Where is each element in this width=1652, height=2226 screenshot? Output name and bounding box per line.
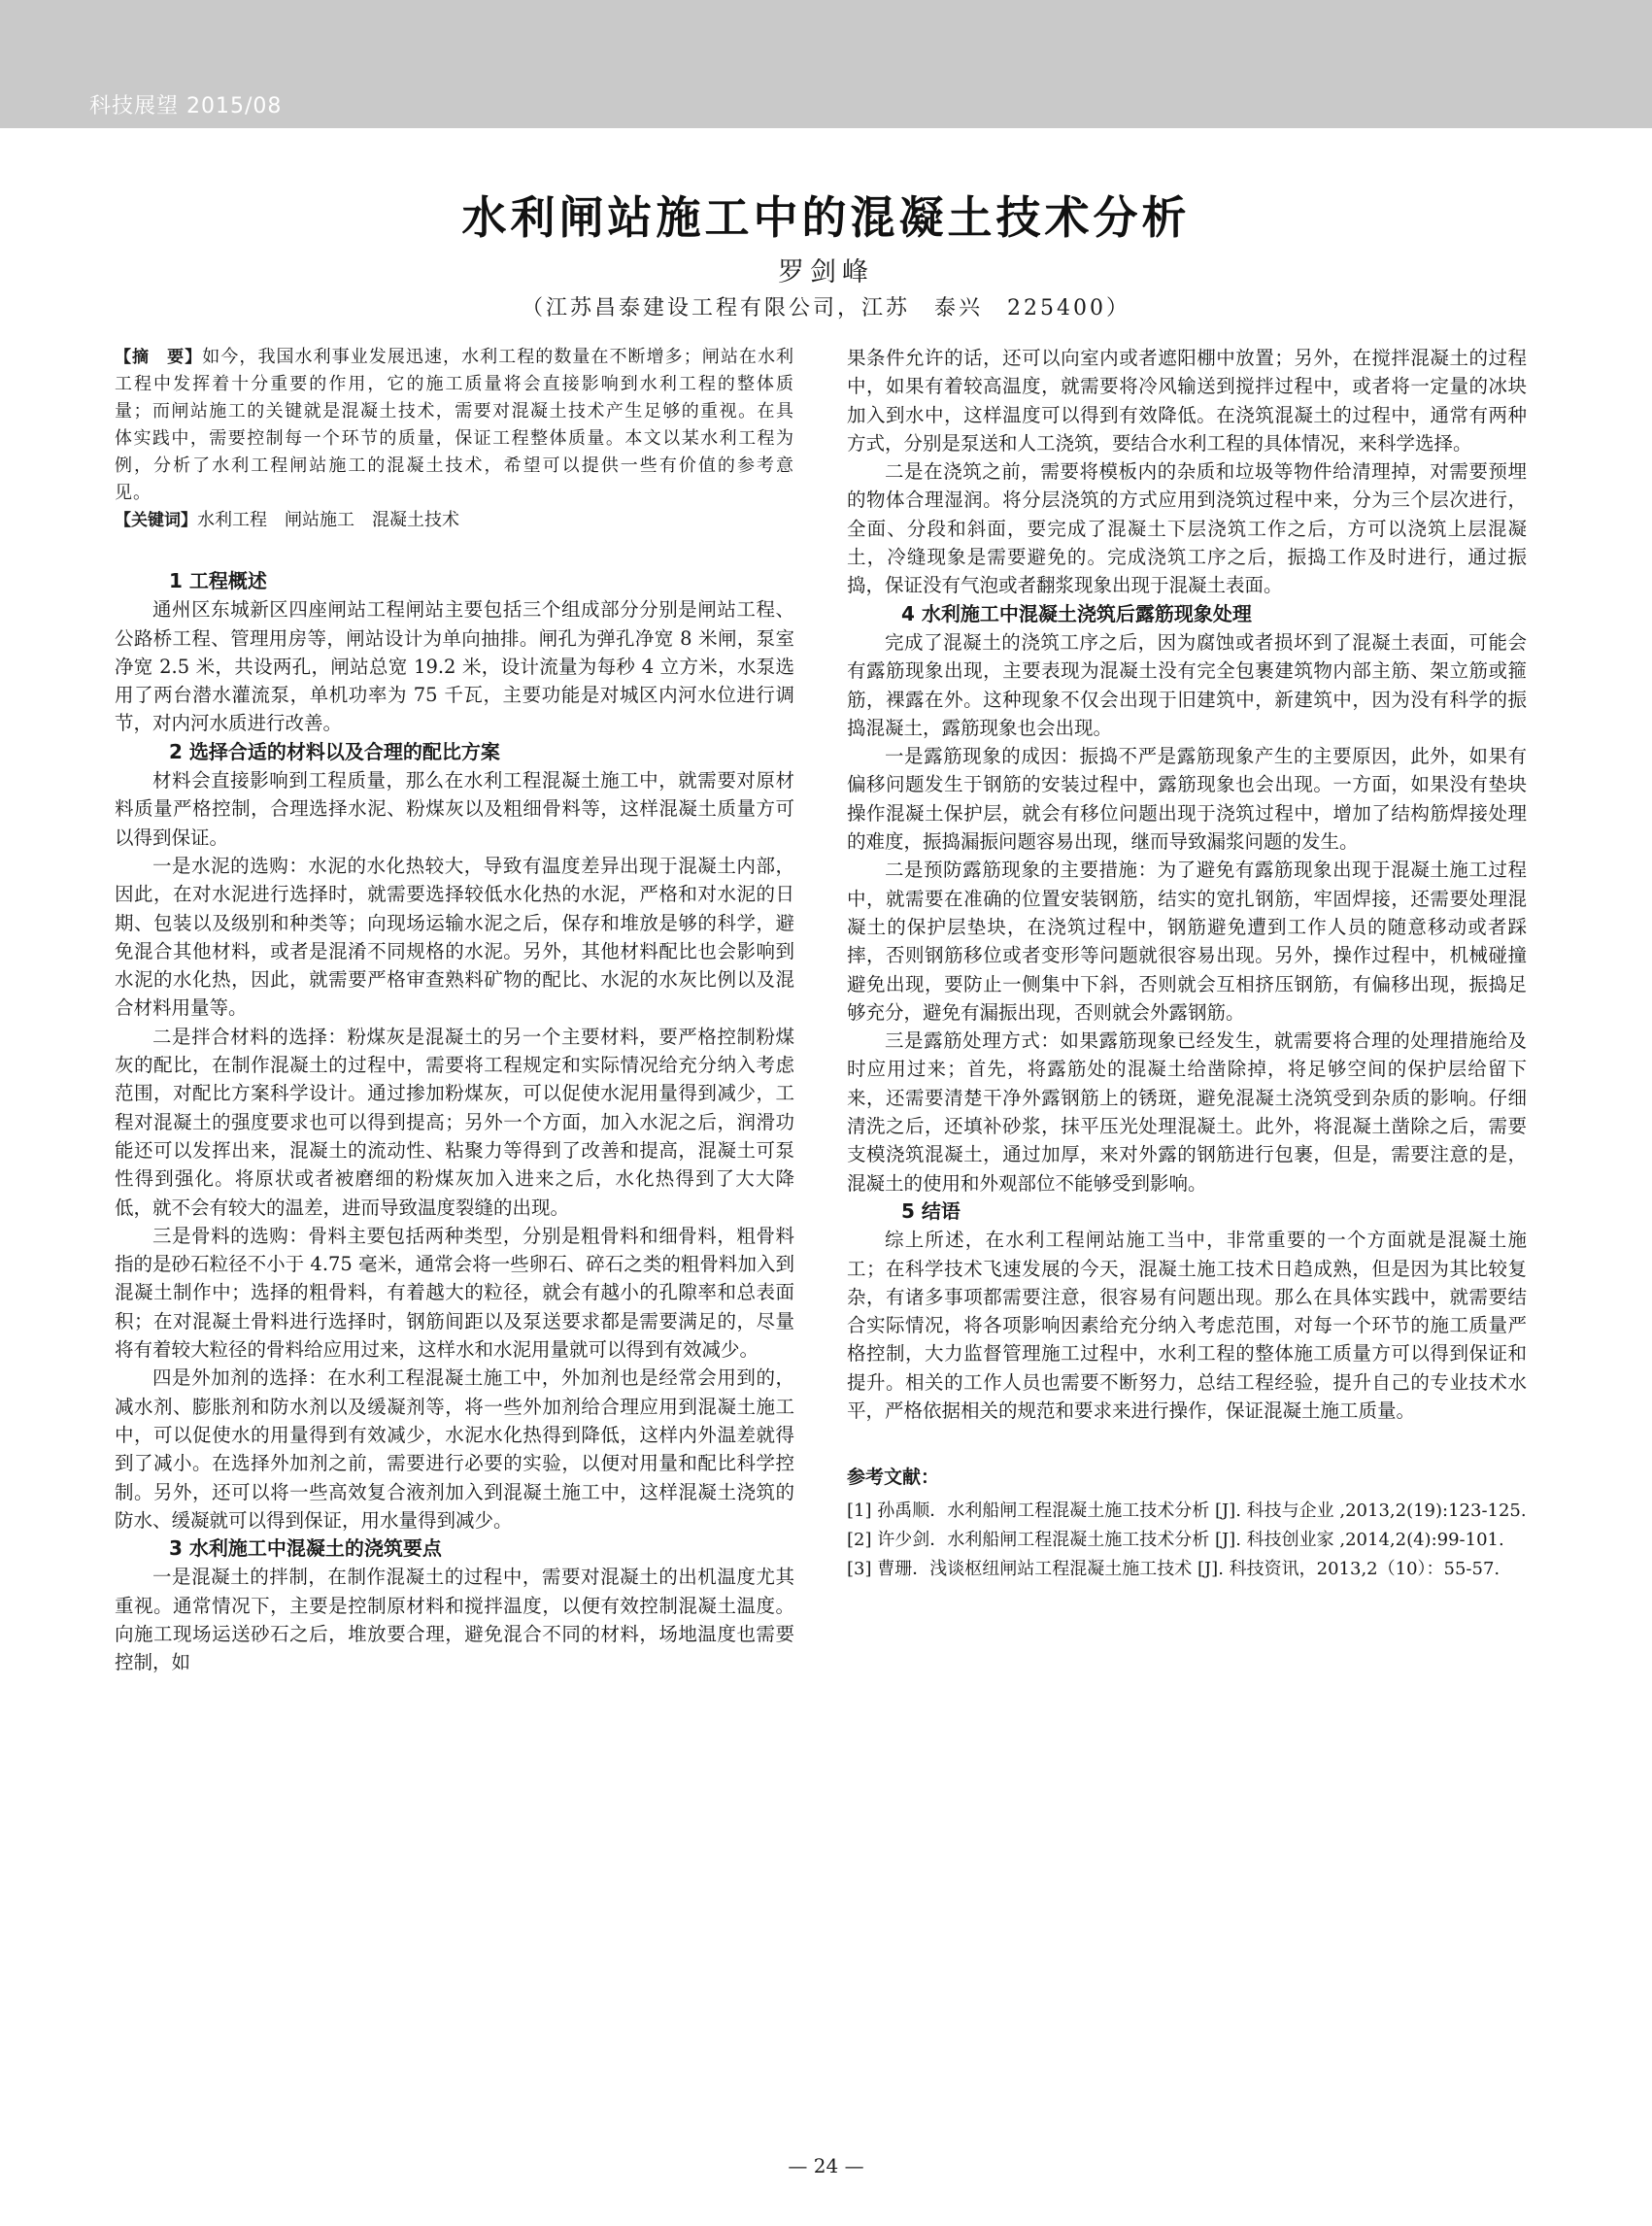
left-column bbox=[115, 344, 794, 1677]
section-heading: 4 水利施工中混凝土浇筑后露筋现象处理 bbox=[901, 601, 1252, 625]
paragraph: 综上所述，在水利工程闸站施工当中，非常重要的一个方面就是混凝土施工；在科学技术飞速发展的今天，混凝土施工技术日趋成熟，但是因为其比较复杂，有诸多事项都需要注意，很容易有问题出现。那么在具体实践中，就需要结合实际情况，将各项影响因素给充分纳入考虑范围，对每一个环节的施工质量严格控制，大力监督管理施工过程中，水利工程的整体施工质量方可以得到保证和提升。相关的工作人员也需要不断努力，总结工程经验，提升自己的专业技术水平，严格依据相关的规范和要求来进行操作，保证混凝土施工质量。 bbox=[847, 1229, 1527, 1422]
reference-item: [3] 曹珊．浅谈枢纽闸站工程混凝土施工技术 [J]. 科技资讯，2013,2（10）：55-57. bbox=[847, 1558, 1500, 1579]
paragraph: 三是骨料的选购：骨料主要包括两种类型，分别是粗骨料和细骨料，粗骨料指的是砂石粒径不小于 4.75 毫米，通常会将一些卵石、碎石之类的粗骨料加入到混凝土制作中；选择的粗骨料，有着越大的粒径，就会有越小的孔隙率和总表面积；在对混凝土骨料进行选择时，钢筋间距以及泵送要求都是需要满足的，尽量将有着较大粒径的骨料给应用过来，这样水和水泥用量就可以得到有效减少。 bbox=[115, 1224, 794, 1362]
paragraph: 材料会直接影响到工程质量，那么在水利工程混凝土施工中，就需要对原材料质量严格控制，合理选择水泥、粉煤灰以及粗细骨料等，这样混凝土质量方可以得到保证。 bbox=[115, 769, 794, 849]
paragraph: 通州区东城新区四座闸站工程闸站主要包括三个组成部分分别是闸站工程、公路桥工程、管理用房等，闸站设计为单向抽排。闸孔为弹孔净宽 8 米闸，泵室净宽 2.5 米，共设两孔，闸站总宽 19.2 米，设计流量为每秒 4 立方米，水泵选用了两台潜水灌流泵，单机功率为 75 千瓦，主要功能是对城区内河水位进行调节，对内河水质进行改善。 bbox=[115, 598, 794, 735]
paragraph: 四是外加剂的选择：在水利工程混凝土施工中，外加剂也是经常会用到的，减水剂、膨胀剂和防水剂以及缓凝剂等，将一些外加剂给合理应用到混凝土施工中，可以促使水的用量得到有效减少，水泥水化热得到降低，这样内外温差就得到了减小。在选择外加剂之前，需要进行必要的实验，以便对用量和配比科学控制。另外，还可以将一些高效复合液剂加入到混凝土施工中，这样混凝土浇筑的防水、缓凝就可以得到保证，用水量得到减少。 bbox=[115, 1366, 794, 1532]
references-list bbox=[847, 1497, 1527, 1584]
paragraph: 完成了混凝土的浇筑工序之后，因为腐蚀或者损坏到了混凝土表面，可能会有露筋现象出现，主要表现为混凝土没有完全包裹建筑物内部主筋、架立筋或箍筋，裸露在外。这种现象不仅会出现于旧建筑中，新建筑中，因为没有科学的振捣混凝土，露筋现象也会出现。 bbox=[847, 630, 1527, 739]
paragraph: 果条件允许的话，还可以向室内或者遮阳棚中放置；另外，在搅拌混凝土的过程中，如果有着较高温度，就需要将冷风输送到搅拌过程中，或者将一定量的冰块加入到水中，这样温度可以得到有效降低。在浇筑混凝土的过程中，通常有两种方式，分别是泵送和人工浇筑，要结合水利工程的具体情况，来科学选择。 bbox=[847, 347, 1527, 455]
article-author: 罗剑峰 bbox=[778, 257, 874, 287]
journal-label: 科技展望 2015/08 bbox=[89, 94, 283, 118]
right-column bbox=[847, 344, 1527, 1584]
references-title: 参考文献： bbox=[847, 1467, 940, 1489]
article-affiliation: （江苏昌泰建设工程有限公司，江苏 泰兴 225400） bbox=[522, 296, 1130, 320]
paragraph: 一是混凝土的拌制，在制作混凝土的过程中，需要对混凝土的出机温度尤其重视。通常情况下，主要是控制原材料和搅拌温度，以便有效控制混凝土温度。向施工现场运送砂石之后，堆放要合理，避免混合不同的材料，场地温度也需要控制，如 bbox=[115, 1566, 794, 1674]
page-number: — 24 — bbox=[788, 2154, 864, 2177]
section-heading: 2 选择合适的材料以及合理的配比方案 bbox=[169, 739, 500, 763]
section-heading: 1 工程概述 bbox=[169, 569, 267, 592]
section-heading: 5 结语 bbox=[901, 1198, 961, 1223]
paragraph: 一是水泥的选购：水泥的水化热较大，导致有温度差异出现于混凝土内部，因此，在对水泥进行选择时，就需要选择较低水化热的水泥，严格和对水泥的日期、包装以及级别和种类等；向现场运输水泥之后，保存和堆放是够的科学，避免混合其他材料，或者是混淆不同规格的水泥。另外，其他材料配比也会影响到水泥的水化热，因此，就需要严格审查熟料矿物的配比、水泥的水灰比例以及混合材料用量等。 bbox=[115, 854, 794, 1020]
left-body bbox=[115, 567, 794, 1677]
section-heading: 3 水利施工中混凝土的浇筑要点 bbox=[169, 1536, 442, 1561]
right-body bbox=[847, 344, 1527, 1425]
keywords-text: 水利工程 闸站施工 混凝土技术 bbox=[197, 510, 459, 530]
keywords bbox=[115, 507, 794, 534]
paragraph: 二是预防露筋现象的主要措施：为了避免有露筋现象出现于混凝土施工过程中，就需要在准确的位置安装钢筋，结实的宽扎钢筋，牢固焊接，还需要处理混凝土的保护层垫块，在浇筑过程中，钢筋避免遭到工作人员的随意移动或者踩摔，否则钢筋移位或者变形等问题就很容易出现。另外，操作过程中，机械碰撞避免出现，要防止一侧集中下斜，否则就会互相挤压钢筋，有偏移出现，振捣足够充分，避免有漏振出现，否则就会外露钢筋。 bbox=[847, 859, 1527, 1024]
keywords-label: 【关键词】 bbox=[115, 511, 197, 530]
abstract-label: 【摘 要】 bbox=[115, 348, 203, 367]
reference-item: [1] 孙禹顺．水利船闸工程混凝土施工技术分析 [J]. 科技与企业 ,2013,2(19):123-125. bbox=[847, 1500, 1527, 1521]
paragraph: 一是露筋现象的成因：振捣不严是露筋现象产生的主要原因，此外，如果有偏移问题发生于钢筋的安装过程中，露筋现象也会出现。一方面，如果没有垫块操作混凝土保护层，就会有移位问题出现于浇筑过程中，增加了结构筋焊接处理的难度，振捣漏振问题容易出现，继而导致漏浆问题的发生。 bbox=[847, 745, 1527, 854]
reference-item: [2] 许少剑．水利船闸工程混凝土施工技术分析 [J]. 科技创业家 ,2014,2(4):99-101. bbox=[847, 1529, 1504, 1550]
paragraph: 三是露筋处理方式：如果露筋现象已经发生，就需要将合理的处理措施给及时应用过来；首先，将露筋处的混凝土给凿除掉，将足够空间的保护层给留下来，还需要清楚干净外露钢筋上的锈斑，避免混凝土浇筑受到杂质的影响。仔细清洗之后，还填补砂浆，抹平压光处理混凝土。此外，将混凝土凿除之后，需要支模浇筑混凝土，通过加厚，来对外露的钢筋进行包裹，但是，需要注意的是，混凝土的使用和外观部位不能够受到影响。 bbox=[847, 1029, 1527, 1195]
paragraph: 二是拌合材料的选择：粉煤灰是混凝土的另一个主要材料，要严格控制粉煤灰的配比，在制作混凝土的过程中，需要将工程规定和实际情况给充分纳入考虑范围，对配比方案科学设计。通过掺加粉煤灰，可以促使水泥用量得到减少，工程对混凝土的强度要求也可以得到提高；另外一个方面，加入水泥之后，润滑功能还可以发挥出来，混凝土的流动性、粘聚力等得到了改善和提高，混凝土可泵性得到强化。将原状或者被磨细的粉煤灰加入进来之后，水化热得到了大大降低，就不会有较大的温差，进而导致温度裂缝的出现。 bbox=[115, 1025, 794, 1219]
abstract bbox=[115, 344, 794, 507]
article-title: 水利闸站施工中的混凝土技术分析 bbox=[461, 191, 1191, 244]
abstract-text: 如今，我国水利事业发展迅速，水利工程的数量在不断增多；闸站在水利工程中发挥着十分重要的作用，它的施工质量将会直接影响到水利工程的整体质量；而闸站施工的关键就是混凝土技术，需要对混凝土技术产生足够的重视。在具体实践中，需要控制每一个环节的质量，保证工程整体质量。本文以某水利工程为例，分析了水利工程闸站施工的混凝土技术，希望可以提供一些有价值的参考意见。 bbox=[115, 347, 795, 503]
paragraph: 二是在浇筑之前，需要将模板内的杂质和垃圾等物件给清理掉，对需要预埋的物体合理湿润。将分层浇筑的方式应用到浇筑过程中来，分为三个层次进行，全面、分段和斜面，要完成了混凝土下层浇筑工作之后，方可以浇筑上层混凝土，冷缝现象是需要避免的。完成浇筑工序之后，振捣工作及时进行，通过振捣，保证没有气泡或者翻浆现象出现于混凝土表面。 bbox=[847, 460, 1527, 597]
